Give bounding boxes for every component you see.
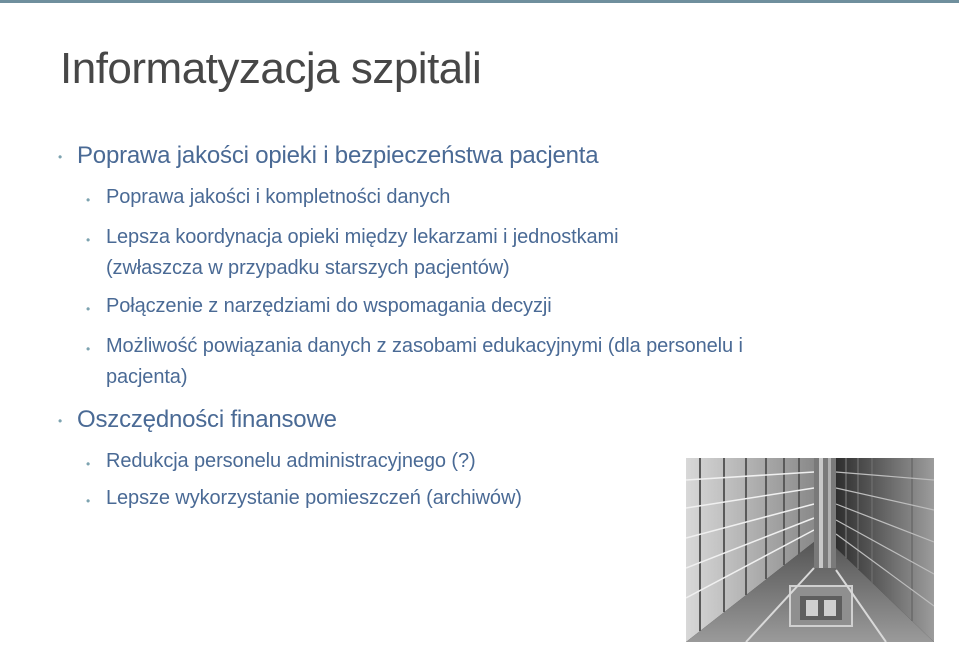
list-item-level2: Połączenie z narzędziami do wspomagania decyzji: [106, 295, 552, 317]
list-item-continuation: (zwłaszcza w przypadku starszych pacjentów): [106, 257, 510, 279]
bullet-icon: •: [86, 233, 91, 247]
bullet-icon: •: [86, 302, 91, 316]
archive-shelves-photo: [686, 458, 934, 642]
slide-title: Informatyzacja szpitali: [60, 44, 482, 93]
list-item-level2: Możliwość powiązania danych z zasobami edukacyjnymi (dla personelu i: [106, 335, 743, 357]
list-item-continuation: pacjenta): [106, 366, 188, 388]
bullet-icon: •: [86, 193, 91, 207]
list-item-level2: Redukcja personelu administracyjnego (?): [106, 450, 476, 472]
bullet-icon: •: [58, 414, 63, 428]
bullet-icon: •: [86, 457, 91, 471]
bullet-icon: •: [58, 150, 63, 164]
bullet-icon: •: [86, 494, 91, 508]
bullet-icon: •: [86, 342, 91, 356]
list-item-level2: Lepsza koordynacja opieki między lekarzami i jednostkami: [106, 226, 619, 248]
list-item-level2: Lepsze wykorzystanie pomieszczeń (archiwów): [106, 487, 522, 509]
list-item-level2: Poprawa jakości i kompletności danych: [106, 186, 451, 208]
list-item-level1: Poprawa jakości opieki i bezpieczeństwa pacjenta: [77, 142, 599, 169]
list-item-level1: Oszczędności finansowe: [77, 406, 337, 433]
